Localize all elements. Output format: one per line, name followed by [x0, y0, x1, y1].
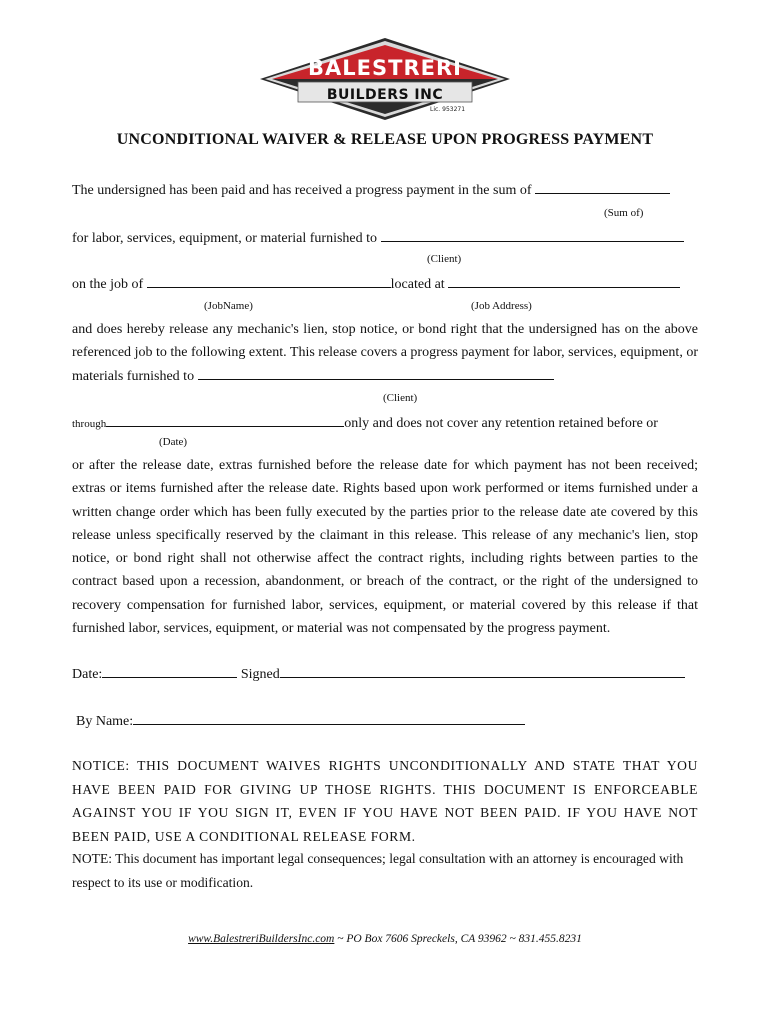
sum-field[interactable] — [535, 180, 670, 194]
job-name-field[interactable] — [147, 274, 391, 288]
company-logo — [258, 36, 512, 122]
sum-line-text: The undersigned has been paid and has received a progress payment in the sum of — [72, 183, 532, 198]
through-date-field[interactable] — [106, 413, 344, 427]
note-paragraph: NOTE: This document has important legal consequences; legal consultation with an attorney is encouraged with respect to its use or modification. — [72, 851, 684, 890]
release-paragraph-text: and does hereby release any mechanic's lien, stop notice, or bond right that the undersigned has on the above referenced job to the following extent. This release covers a progress payment for labor, services, equipment, or materials furnished to — [72, 322, 698, 384]
date-caption: (Date) — [159, 436, 188, 448]
job-line-label: on the job of — [72, 277, 144, 292]
job-address-field[interactable] — [448, 274, 680, 288]
document-title: UNCONDITIONAL WAIVER & RELEASE UPON PROGRESS PAYMENT — [116, 131, 654, 148]
date-signed-line — [72, 664, 685, 684]
by-name-field[interactable] — [133, 711, 525, 725]
client-caption-2: (Client) — [383, 392, 418, 404]
jobname-caption: (JobName) — [204, 300, 253, 312]
located-at-label: located at — [390, 277, 445, 292]
website-link[interactable]: www.BalestreriBuildersInc.com — [188, 933, 335, 945]
sum-line — [72, 180, 670, 200]
signed-label: Signed — [240, 667, 280, 682]
through-line — [72, 413, 658, 433]
footer-contact: ~ PO Box 7606 Spreckels, CA 93962 ~ 831.455.8231 — [334, 933, 582, 945]
job-line — [72, 274, 680, 294]
sum-caption: (Sum of) — [604, 207, 644, 219]
release-paragraph — [72, 318, 698, 388]
terms-paragraph: or after the release date, extras furnished before the release date for which payment has not been received; extras or items furnished after the release date. Rights based upon work performed or items furnished under a written change order which has been fully executed by the parties prior to the release date ate covered by this release unless specifically reserved by the claimant in this release. This release of any mechanic's lien, stop notice, or bond right shall not otherwise affect the contract rights, including rights between parties to the contract based upon a recession, abandonment, or breach of the contract, or the right of the undersigned to recovery compensation for furnished labor, services, equipment, or material covered by this release if that furnished labor, services, equipment, or material was not compensated by the progress payment. — [72, 458, 698, 637]
materials-client-field[interactable] — [198, 366, 554, 380]
through-rest-text: only and does not cover any retention retained before or — [344, 416, 658, 431]
client-line — [72, 228, 684, 248]
jobaddress-caption: (Job Address) — [471, 300, 532, 312]
date-label: Date: — [72, 667, 103, 682]
logo-company-subtitle: BUILDERS INC — [326, 87, 444, 103]
by-name-label: By Name: — [76, 714, 134, 729]
logo-license-number: Lic. 953271 — [430, 106, 466, 113]
client-field[interactable] — [381, 228, 684, 242]
through-label: through — [72, 418, 107, 430]
client-line-text: for labor, services, equipment, or material furnished to — [72, 231, 378, 246]
logo-company-name: BALESTRERI — [308, 56, 462, 80]
notice-paragraph: NOTICE: THIS DOCUMENT WAIVES RIGHTS UNCONDITIONALLY AND STATE THAT YOU HAVE BEEN PAID FOR GIVING UP THOSE RIGHTS. THIS DOCUMENT IS ENFORCEABLE AGAINST YOU IF YOU SIGN IT, EVEN IF YOU HAVE NOT BEEN PAID. IF YOU HAVE NOT BEEN PAID, USE A CONDITIONAL RELEASE FORM. — [72, 758, 698, 844]
signature-field[interactable] — [280, 664, 685, 678]
date-field[interactable] — [102, 664, 237, 678]
by-name-line — [76, 711, 525, 731]
footer — [0, 933, 770, 945]
client-caption: (Client) — [427, 253, 462, 265]
